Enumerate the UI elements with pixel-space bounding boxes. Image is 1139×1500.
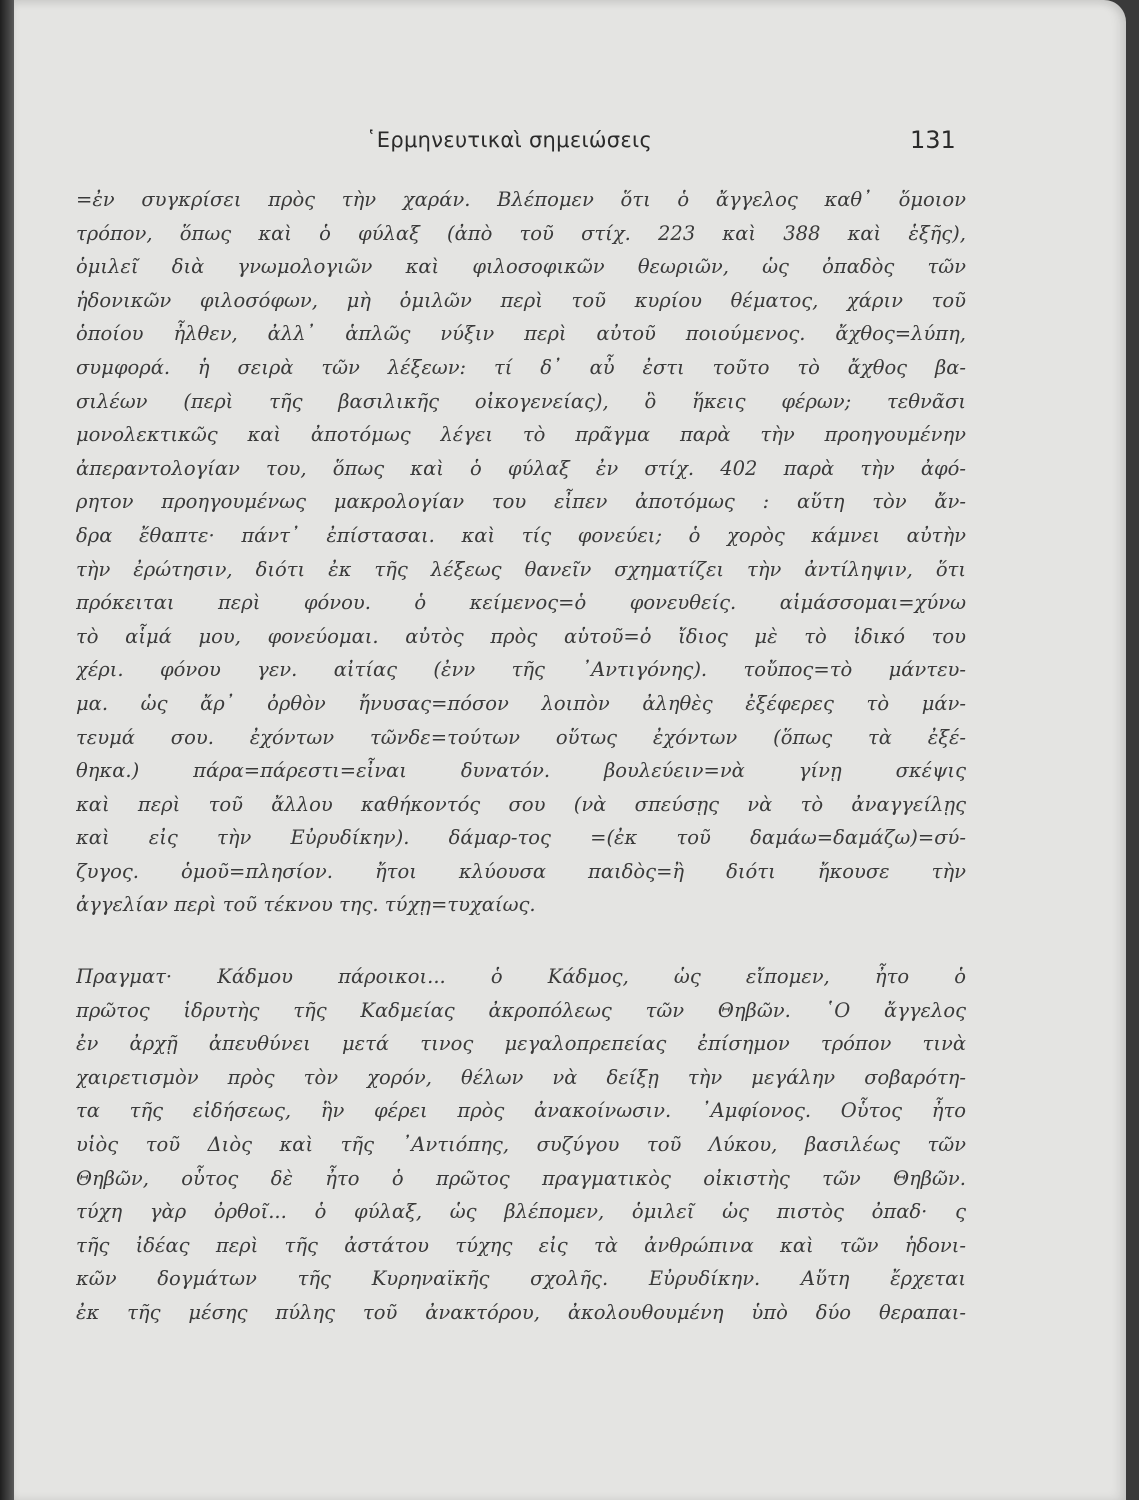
text-line: ἐν ἀρχῇ ἀπευθύνει μετά τινος μεγαλοπρεπείας ἐπίσημον τρόπον τινὰ	[76, 1032, 966, 1056]
text-line: τρόπον, ὅπως καὶ ὁ φύλαξ (ἀπὸ τοῦ στίχ. 223 καὶ 388 καὶ ἑξῆς),	[76, 221, 966, 245]
text-line: τὴν ἐρώτησιν, διότι ἐκ τῆς λέξεως θανεῖν σχηματίζει τὴν ἀντίληψιν, ὅτι	[76, 557, 966, 581]
text-line: χέρι. φόνου γεν. αἰτίας (ἐνν τῆς ᾽Αντιγόνης). τοὔπος=τὸ μάντευ-	[76, 658, 966, 682]
running-title: ῾Ερμηνευτικαὶ σημειώσεις	[366, 128, 653, 152]
page-number: 131	[910, 126, 956, 154]
text-line: ζυγος. ὁμοῦ=πλησίον. ἤτοι κλύουσα παιδὸς=ἢ διότι ἤκουσε τὴν	[76, 859, 966, 883]
text-line: ἡδονικῶν φιλοσόφων, μὴ ὁμιλῶν περὶ τοῦ κυρίου θέματος, χάριν τοῦ	[76, 288, 966, 312]
text-line: τευμά σου. ἐχόντων τῶνδε=τούτων οὕτως ἐχόντων (ὅπως τὰ ἐξέ-	[76, 725, 966, 749]
text-line: καὶ εἰς τὴν Εὐρυδίκην). δάμαρ-τος =(ἐκ τοῦ δαμάω=δαμάζω)=σύ-	[76, 826, 966, 850]
text-line: χαιρετισμὸν πρὸς τὸν χορόν, θέλων νὰ δείξῃ τὴν μεγάλην σοβαρότη-	[76, 1065, 966, 1089]
text-line: =ἐν συγκρίσει πρὸς τὴν χαράν. Βλέπομεν ὅτι ὁ ἄγγελος καθ᾽ ὅμοιον	[76, 188, 966, 211]
text-line: δρα ἔθαπτε· πάντ᾽ ἐπίστασαι. καὶ τίς φονεύει; ὁ χορὸς κάμνει αὐτὴν	[76, 523, 966, 547]
text-line: καὶ περὶ τοῦ ἄλλου καθήκοντός σου (νὰ σπεύσῃς νὰ τὸ ἀναγγείλῃς	[76, 792, 966, 816]
text-line: μα. ὡς ἄρ᾽ ὀρθὸν ἤνυσας=πόσον λοιπὸν ἀληθὲς ἐξέφερες τὸ μάν-	[76, 691, 966, 715]
text-line: Πραγματ· Κάδμου πάροικοι... ὁ Κάδμος, ὡς εἴπομεν, ἦτο ὁ	[76, 965, 966, 988]
text-line: ρητον προηγουμένως μακρολογίαν του εἶπεν ἀποτόμως : αὕτη τὸν ἄν-	[76, 490, 966, 514]
text-line: τὸ αἷμά μου, φονεύομαι. αὐτὸς πρὸς αὑτοῦ=ὁ ἴδιος μὲ τὸ ἰδικό του	[76, 624, 966, 648]
book-spine-edge	[0, 0, 14, 1500]
commentary-paragraph-1	[76, 183, 966, 922]
text-line: ἐκ τῆς μέσης πύλης τοῦ ἀνακτόρου, ἀκολουθουμένη ὑπὸ δύο θεραπαι-	[76, 1300, 966, 1324]
text-line: τα τῆς εἰδήσεως, ἣν φέρει πρὸς ἀνακοίνωσιν. ᾽Αμφίονος. Οὗτος ἦτο	[76, 1099, 966, 1123]
text-line: πρόκειται περὶ φόνου. ὁ κείμενος=ὁ φονευθείς. αἱμάσσομαι=χύνω	[76, 591, 966, 615]
text-line: μονολεκτικῶς καὶ ἀποτόμως λέγει τὸ πρᾶγμα παρὰ τὴν προηγουμένην	[76, 423, 966, 447]
text-line: υἱὸς τοῦ Διὸς καὶ τῆς ᾽Αντιόπης, συζύγου τοῦ Λύκου, βασιλέως τῶν	[76, 1132, 966, 1156]
text-line: ὁποίου ἦλθεν, ἀλλ᾽ ἁπλῶς νύξιν περὶ αὐτοῦ ποιούμενος. ἄχθος=λύπη,	[76, 322, 966, 346]
text-line: πρῶτος ἱδρυτὴς τῆς Καδμείας ἀκροπόλεως τῶν Θηβῶν. ῾Ο ἄγγελος	[76, 998, 966, 1022]
text-line: σιλέων (περὶ τῆς βασιλικῆς οἰκογενείας), ὃ ἥκεις φέρων; τεθνᾶσι	[76, 389, 966, 413]
text-line: θηκα.) πάρα=πάρεστι=εἶναι δυνατόν. βουλεύειν=νὰ γίνῃ σκέψις	[76, 759, 966, 783]
text-line: συμφορά. ἡ σειρὰ τῶν λέξεων: τί δ᾽ αὖ ἐστι τοῦτο τὸ ἄχθος βα-	[76, 355, 966, 379]
text-line: τύχη γὰρ ὀρθοῖ... ὁ φύλαξ, ὡς βλέπομεν, ὁμιλεῖ ὡς πιστὸς ὀπαδ· ς	[76, 1200, 966, 1224]
commentary-paragraph-2	[76, 960, 966, 1330]
text-line: ὁμιλεῖ διὰ γνωμολογιῶν καὶ φιλοσοφικῶν θεωριῶν, ὡς ὀπαδὸς τῶν	[76, 255, 966, 279]
text-line: Θηβῶν, οὗτος δὲ ἦτο ὁ πρῶτος πραγματικὸς οἰκιστὴς τῶν Θηβῶν.	[76, 1166, 966, 1190]
text-line: ἀπεραντολογίαν του, ὅπως καὶ ὁ φύλαξ ἐν στίχ. 402 παρὰ τὴν ἀφό-	[76, 456, 966, 480]
text-line: ἀγγελίαν περὶ τοῦ τέκνου της. τύχῃ=τυχαίως.	[76, 893, 536, 917]
text-line: τῆς ἰδέας περὶ τῆς ἀστάτου τύχης εἰς τὰ ἀνθρώπινα καὶ τῶν ἡδονι-	[76, 1233, 966, 1257]
text-line: κῶν δογμάτων τῆς Κυρηναϊκῆς σχολῆς. Εὐρυδίκην. Αὕτη ἔρχεται	[76, 1267, 966, 1291]
